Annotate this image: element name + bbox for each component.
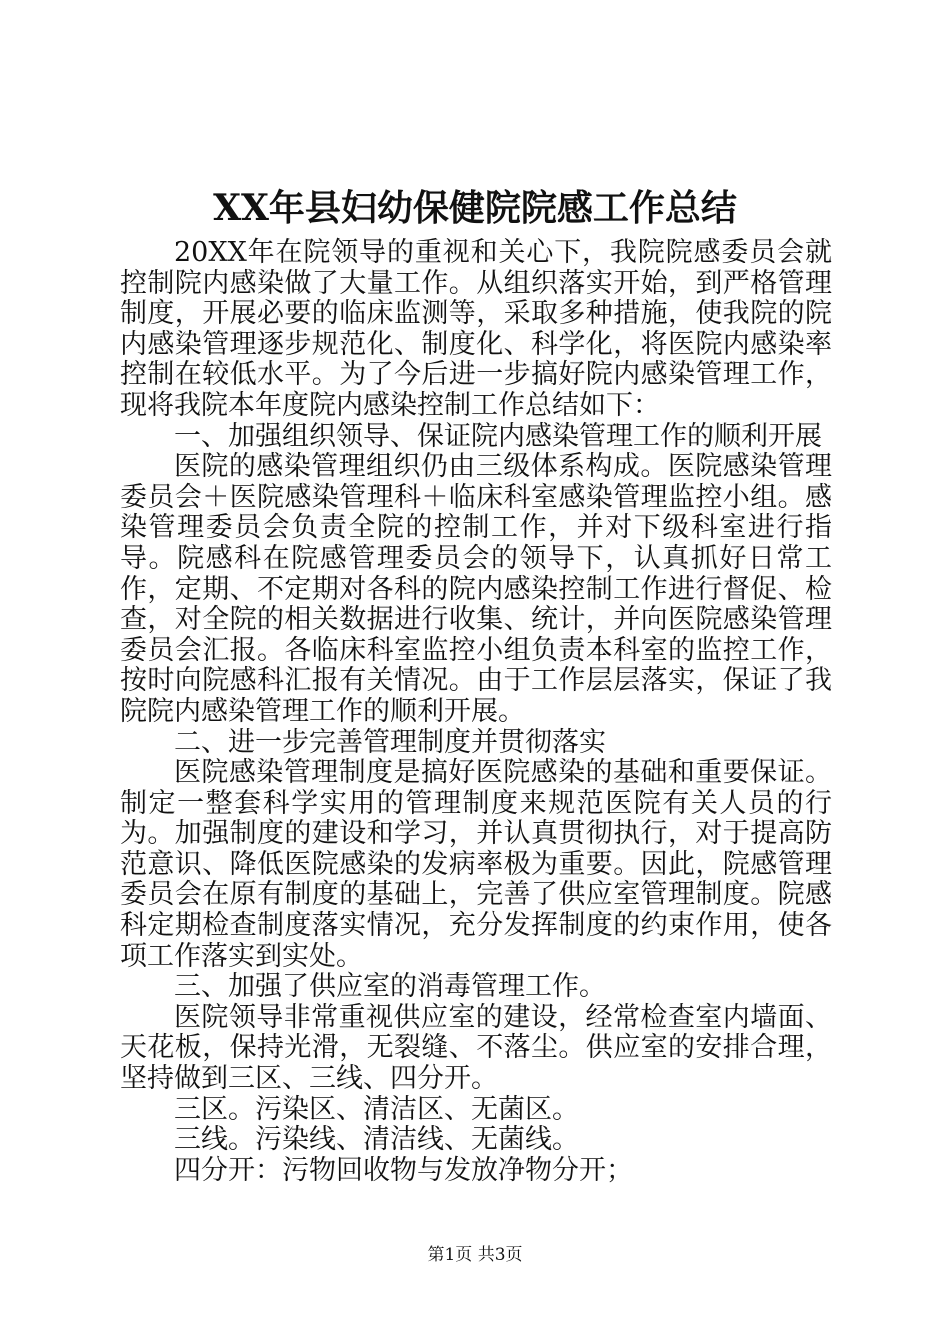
section-heading-2: 二、进一步完善管理制度并贯彻落实 (174, 726, 606, 758)
document-title: XX年县妇幼保健院院感工作总结 (213, 187, 737, 229)
four-separations-line: 四分开：污物回收物与发放净物分开； (174, 1154, 633, 1186)
intro-paragraph: 20XX年在院领导的重视和关心下，我院院感委员会就控制院内感染做了大量工作。从组织落实开始，到严格管理制度，开展必要的临床监测等，采取多种措施，使我院的院内感染管理逐步规范化、制度化、科学化，将医院内感染率控制在较低水平。为了今后进一步搞好院内感染管理工作，现将我院本年度院内感染控制工作总结如下： (120, 237, 832, 421)
three-lines-line: 三线。污染线、清洁线、无菌线。 (174, 1124, 579, 1156)
document-body (120, 238, 832, 1186)
three-zones-line: 三区。污染区、清洁区、无菌区。 (174, 1093, 579, 1125)
section-1-paragraph: 医院的感染管理组织仍由三级体系构成。医院感染管理委员会＋医院感染管理科＋临床科室感染管理监控小组。感染管理委员会负责全院的控制工作，并对下级科室进行指导。院感科在院感管理委员会的领导下，认真抓好日常工作，定期、不定期对各科的院内感染控制工作进行督促、检查，对全院的相关数据进行收集、统计，并向医院感染管理委员会汇报。各临床科室监控小组负责本科室的监控工作，按时向院感科汇报有关情况。由于工作层层落实，保证了我院院内感染管理工作的顺利开展。 (120, 451, 832, 727)
section-3-paragraph: 医院领导非常重视供应室的建设，经常检查室内墙面、天花板，保持光滑，无裂缝、不落尘。供应室的安排合理，坚持做到三区、三线、四分开。 (120, 1001, 832, 1095)
section-heading-1: 一、加强组织领导、保证院内感染管理工作的顺利开展 (174, 420, 822, 452)
section-2-paragraph: 医院感染管理制度是搞好医院感染的基础和重要保证。制定一整套科学实用的管理制度来规范医院有关人员的行为。加强制度的建设和学习，并认真贯彻执行，对于提高防范意识、降低医院感染的发病率极为重要。因此，院感管理委员会在原有制度的基础上，完善了供应室管理制度。院感科定期检查制度落实情况，充分发挥制度的约束作用，使各项工作落实到实处。 (120, 757, 832, 972)
page-footer: 第1页 共3页 (427, 1245, 523, 1265)
section-heading-3: 三、加强了供应室的消毒管理工作。 (174, 971, 606, 1003)
